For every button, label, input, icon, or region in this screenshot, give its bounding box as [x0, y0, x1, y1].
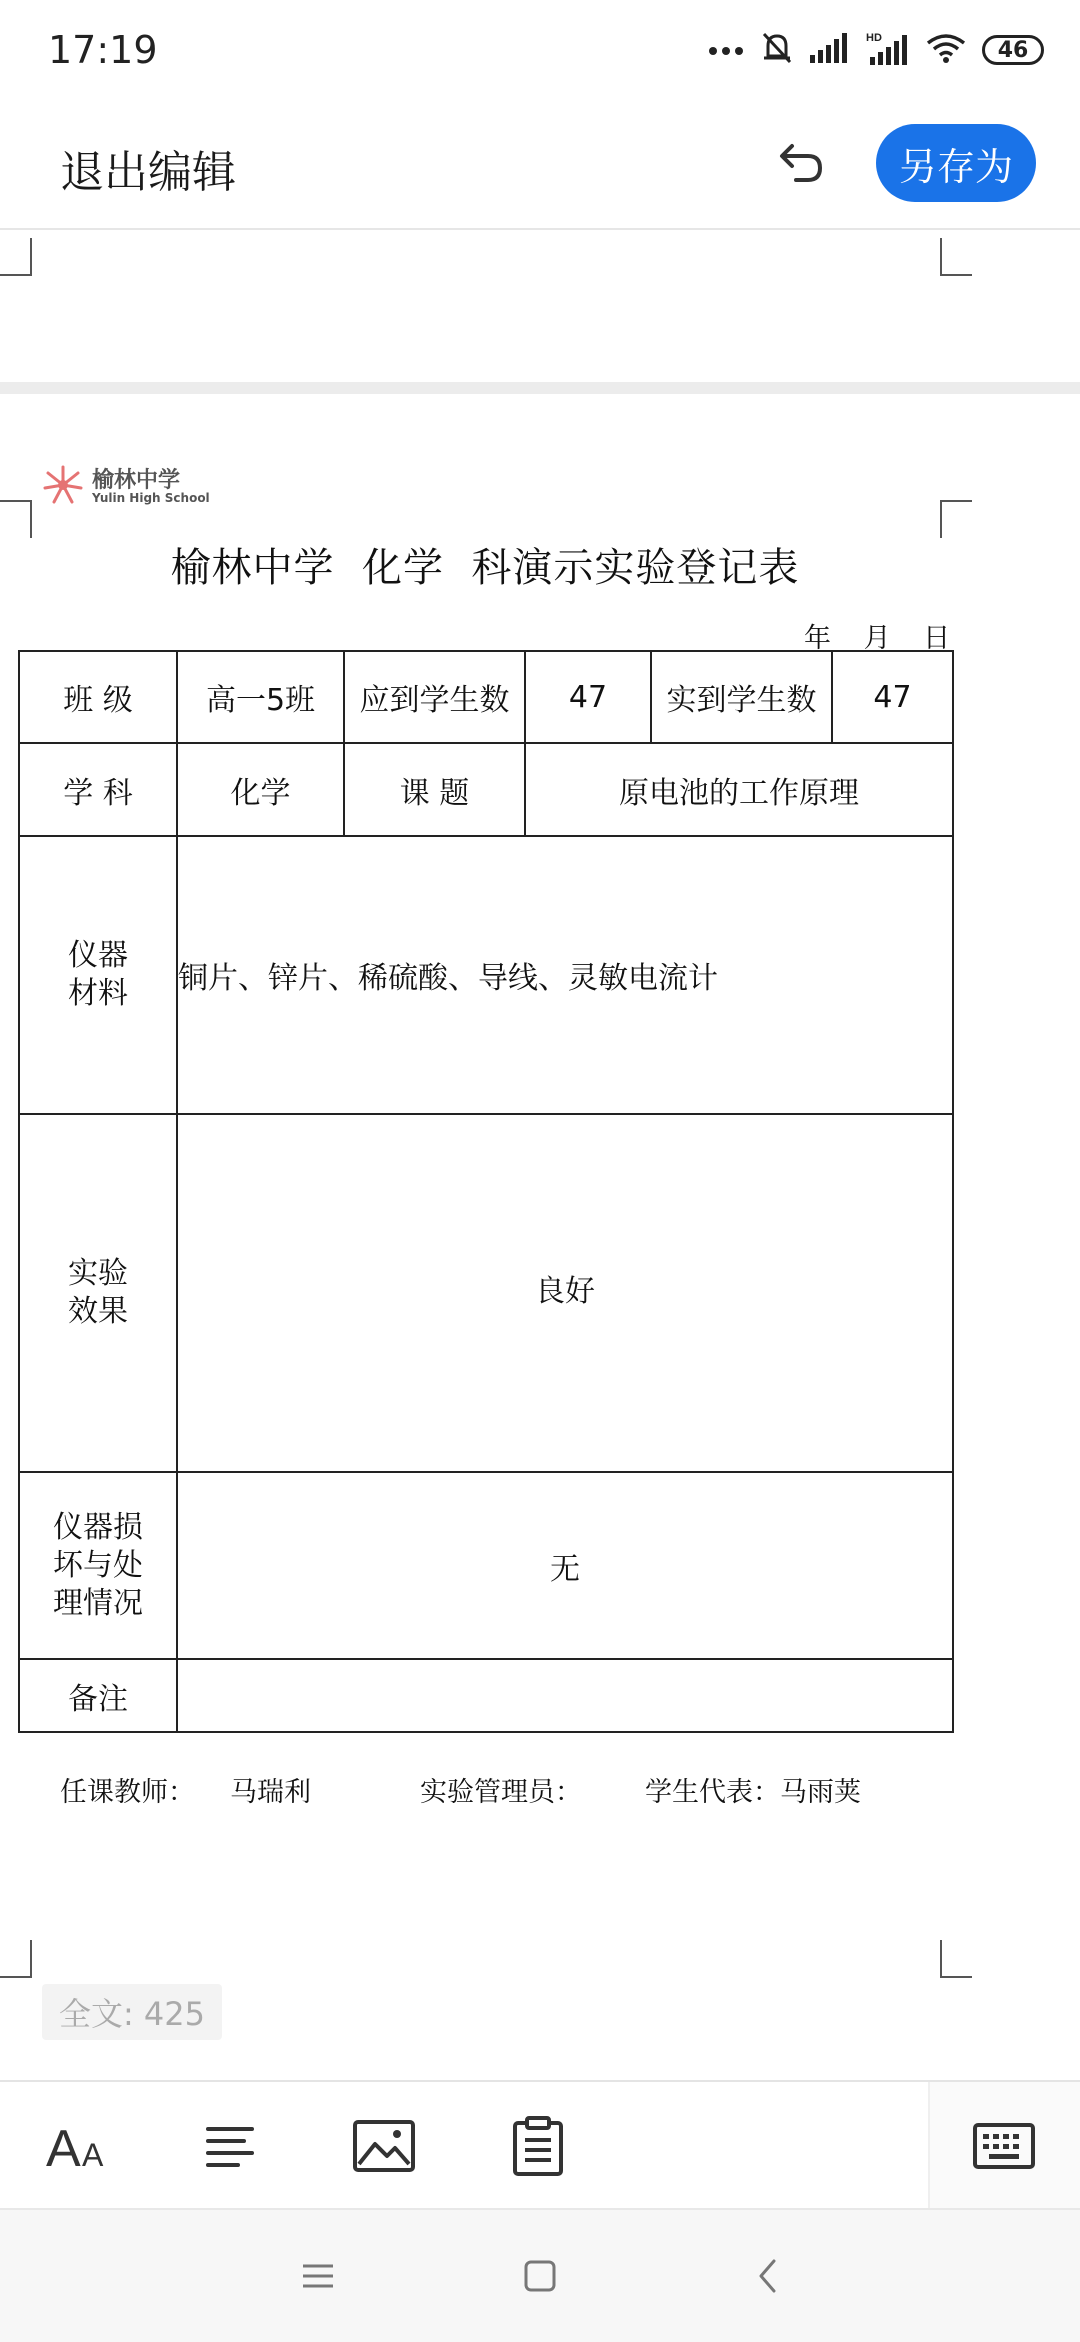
table-row [19, 1472, 953, 1659]
subject-label[interactable]: 学 科 [19, 743, 177, 836]
lab-admin-label: 实验管理员： [420, 1777, 582, 1808]
damage-value[interactable]: 无 [177, 1472, 953, 1659]
keyboard-toggle-area [928, 2082, 1080, 2210]
page-corner-mark [940, 500, 972, 538]
paragraph-align-icon[interactable] [194, 2110, 266, 2182]
effect-label-line: 实验 [68, 1256, 128, 1291]
logo-name-cn: 榆林中学 [92, 467, 181, 493]
page-corner-mark [0, 500, 32, 538]
table-row [19, 1659, 953, 1732]
table-row [19, 836, 953, 1114]
logo-emblem-icon [42, 464, 84, 510]
system-nav-bar [0, 2208, 1080, 2342]
editor-toolbar [0, 2080, 1080, 2210]
svg-text:HD: HD [866, 32, 882, 44]
save-as-button[interactable]: 另存为 [876, 124, 1036, 202]
effect-label[interactable] [19, 1114, 177, 1472]
back-nav-icon[interactable] [744, 2252, 792, 2300]
class-value[interactable]: 高一5班 [177, 651, 344, 743]
page-corner-mark [0, 238, 32, 276]
student-representative: 学生代表：马雨荚 [645, 1777, 861, 1808]
damage-label[interactable] [19, 1472, 177, 1659]
materials-value[interactable]: 铜片、锌片、稀硫酸、导线、灵敏电流计 [177, 836, 953, 1114]
menu-nav-icon[interactable] [294, 2252, 342, 2300]
page-corner-mark [940, 238, 972, 276]
previous-page [0, 230, 1080, 382]
status-icons [708, 28, 1044, 72]
class-label[interactable]: 班 级 [19, 651, 177, 743]
damage-label-line: 理情况 [53, 1585, 143, 1621]
svg-text:A: A [46, 2120, 81, 2174]
editor-top-bar [0, 100, 1080, 230]
expected-students-label[interactable]: 应到学生数 [344, 651, 525, 743]
signal-icon [810, 33, 850, 67]
actual-students-value[interactable]: 47 [832, 651, 953, 743]
topic-label[interactable]: 课 题 [344, 743, 525, 836]
materials-label-line: 仪器 [68, 938, 128, 973]
keyboard-icon[interactable] [968, 2110, 1040, 2182]
exit-edit-button[interactable]: 退出编辑 [60, 147, 236, 198]
home-nav-icon[interactable] [516, 2252, 564, 2300]
page-separator [0, 382, 1080, 394]
mute-bell-icon [760, 30, 794, 70]
undo-icon[interactable] [760, 126, 836, 202]
wifi-icon [926, 33, 966, 67]
status-time: 17:19 [48, 28, 158, 72]
topic-value[interactable]: 原电池的工作原理 [525, 743, 953, 836]
materials-label-line: 材料 [68, 976, 128, 1011]
school-logo [42, 462, 212, 512]
subject-value[interactable]: 化学 [177, 743, 344, 836]
more-dots-icon [708, 41, 744, 60]
document-title[interactable]: 榆林中学 化学 科演示实验登记表 [170, 545, 800, 591]
logo-text [92, 469, 210, 505]
teacher-label: 任课教师： [60, 1777, 195, 1808]
teacher-name: 马瑞利 [230, 1777, 311, 1808]
battery-icon: 46 [982, 35, 1044, 65]
materials-label[interactable] [19, 836, 177, 1114]
table-row [19, 743, 953, 836]
experiment-register-table [18, 650, 954, 1733]
notes-value[interactable] [177, 1659, 953, 1732]
date-line[interactable]: 年 月 日 [804, 623, 951, 654]
insert-image-icon[interactable] [348, 2110, 420, 2182]
table-row [19, 1114, 953, 1472]
page-corner-mark [940, 1940, 972, 1978]
svg-text:A: A [82, 2137, 104, 2173]
damage-label-line: 坏与处 [53, 1547, 143, 1583]
font-size-icon[interactable] [42, 2110, 114, 2182]
logo-name-en: Yulin High School [92, 491, 210, 505]
effect-label-line: 效果 [68, 1294, 128, 1329]
expected-students-value[interactable]: 47 [525, 651, 651, 743]
actual-students-label[interactable]: 实到学生数 [651, 651, 832, 743]
word-count-badge: 全文: 425 [42, 1984, 222, 2040]
table-row [19, 651, 953, 743]
damage-label-line: 仪器损 [53, 1509, 143, 1545]
effect-value[interactable]: 良好 [177, 1114, 953, 1472]
status-bar [0, 0, 1080, 100]
clipboard-icon[interactable] [502, 2110, 574, 2182]
notes-label[interactable]: 备注 [19, 1659, 177, 1732]
hd-signal-icon [866, 31, 910, 69]
page-corner-mark [0, 1940, 32, 1978]
